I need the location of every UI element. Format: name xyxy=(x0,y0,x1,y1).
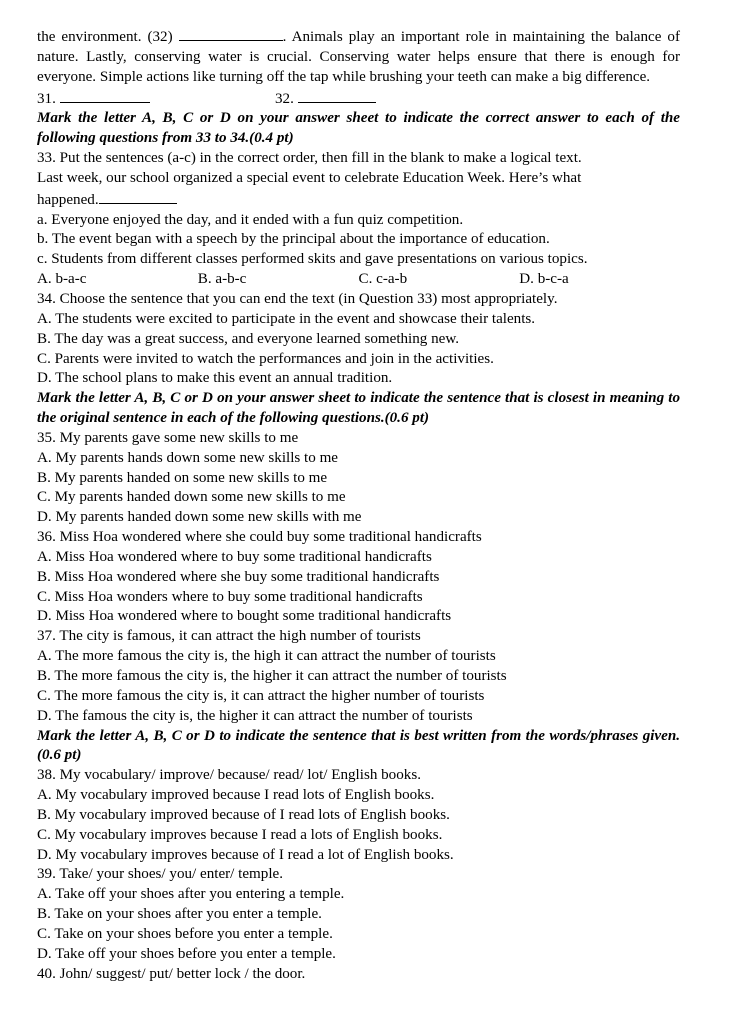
q34-option-a: A. The students were excited to participate in the event and showcase their talents. xyxy=(37,310,536,327)
q36-option-b: B. Miss Hoa wondered where she buy some traditional handicrafts xyxy=(37,568,440,585)
q36-option-c: C. Miss Hoa wonders where to buy some traditional handicrafts xyxy=(37,588,423,605)
answer-blank-31 xyxy=(60,88,150,103)
q35-option-c: C. My parents handed down some new skills to me xyxy=(37,489,346,506)
q39-option-c: C. Take on your shoes before you enter a temple. xyxy=(37,925,333,942)
answer-blank-32b xyxy=(298,88,376,103)
q38-option-a: A. My vocabulary improved because I read lots of English books. xyxy=(37,787,435,804)
q39-option-d: D. Take off your shoes before you enter a temple. xyxy=(37,945,336,962)
question-38-prompt: 38. My vocabulary/ improve/ because/ read/ lot/ English books. xyxy=(37,767,421,784)
q33-option-a: A. b-a-c xyxy=(37,271,87,288)
question-34-prompt: 34. Choose the sentence that you can end the text (in Question 33) most appropriately. xyxy=(37,290,558,307)
intro-paragraph xyxy=(37,26,680,88)
q35-option-d: D. My parents handed down some new skills with me xyxy=(37,509,362,526)
q39-option-a: A. Take off your shoes after you entering a temple. xyxy=(37,886,345,903)
intro-rest: balance of nature. Lastly, conserving water is crucial. Conserving water helps ensure that there is enough for everyone. Simple actions like turning off the tap while brushing your teeth can make a big difference. xyxy=(37,29,680,85)
q37-option-b: B. The more famous the city is, the higher it can attract the number of tourists xyxy=(37,668,507,684)
intro-line1-post: . Animals play an important role in maintaining the xyxy=(282,29,610,45)
instruction-38-40: Mark the letter A, B, C or D to indicate the sentence that is best written from the words/phrases given.(0.6 pt) xyxy=(37,727,680,764)
q37-option-a: A. The more famous the city is, the high it can attract the number of tourists xyxy=(37,648,496,665)
q34-option-c: C. Parents were invited to watch the performances and join in the activities. xyxy=(37,350,494,367)
answer-31-label: 31. xyxy=(37,90,56,107)
question-33-text: Last week, our school organized a special event to celebrate Education Week. Here’s what xyxy=(37,169,582,186)
question-35-prompt: 35. My parents gave some new skills to me xyxy=(37,429,299,446)
q39-option-b: B. Take on your shoes after you enter a temple. xyxy=(37,906,322,923)
instruction-35-37: Mark the letter A, B, C or D on your answer sheet to indicate the sentence that is closest in meaning to the original sentence in each of the following questions.(0.6 pt) xyxy=(37,390,680,427)
intro-line1-pre: the environment. (32) xyxy=(37,29,173,45)
q38-option-b: B. My vocabulary improved because of I read lots of English books. xyxy=(37,806,450,823)
question-37-prompt: 37. The city is famous, it can attract the high number of tourists xyxy=(37,628,421,645)
q33-options xyxy=(37,270,680,290)
question-33-happened: happened. xyxy=(37,191,99,208)
question-33-prompt: 33. Put the sentences (a-c) in the correct order, then fill in the blank to make a logical text. xyxy=(37,150,582,167)
q33-item-b: b. The event began with a speech by the principal about the importance of education. xyxy=(37,231,550,248)
answer-blank-33 xyxy=(99,189,177,204)
q36-option-d: D. Miss Hoa wondered where to bought some traditional handicrafts xyxy=(37,608,452,625)
q33-option-b: B. a-b-c xyxy=(197,271,247,288)
answers-31-32 xyxy=(37,88,680,110)
question-36-prompt: 36. Miss Hoa wondered where she could buy some traditional handicrafts xyxy=(37,529,482,546)
question-33-text2 xyxy=(37,189,680,211)
q38-option-d: D. My vocabulary improves because of I read a lot of English books. xyxy=(37,846,454,863)
q34-option-d: D. The school plans to make this event an annual tradition. xyxy=(37,370,393,387)
q34-option-b: B. The day was a great success, and everyone learned something new. xyxy=(37,330,460,347)
q37-option-c: C. The more famous the city is, it can attract the higher number of tourists xyxy=(37,687,485,704)
q33-item-a: a. Everyone enjoyed the day, and it ended with a fun quiz competition. xyxy=(37,211,464,228)
question-39-prompt: 39. Take/ your shoes/ you/ enter/ temple. xyxy=(37,866,283,883)
q36-option-a: A. Miss Hoa wondered where to buy some traditional handicrafts xyxy=(37,548,432,565)
q35-option-a: A. My parents hands down some new skills to me xyxy=(37,449,339,466)
answer-32-label: 32. xyxy=(275,90,294,107)
question-40-prompt: 40. John/ suggest/ put/ better lock / the door. xyxy=(37,965,306,982)
q37-option-d: D. The famous the city is, the higher it can attract the number of tourists xyxy=(37,707,473,724)
q35-option-b: B. My parents handed on some new skills to me xyxy=(37,469,328,486)
q38-option-c: C. My vocabulary improves because I read a lots of English books. xyxy=(37,826,443,843)
q33-item-c: c. Students from different classes performed skits and gave presentations on various topics. xyxy=(37,251,588,268)
instruction-33-34: Mark the letter A, B, C or D on your answer sheet to indicate the correct answer to each of the following questions from 33 to 34.(0.4 pt) xyxy=(37,110,680,147)
q33-option-d: D. b-c-a xyxy=(519,271,569,288)
answer-blank-32 xyxy=(179,26,283,41)
q33-option-c: C. c-a-b xyxy=(358,271,408,288)
